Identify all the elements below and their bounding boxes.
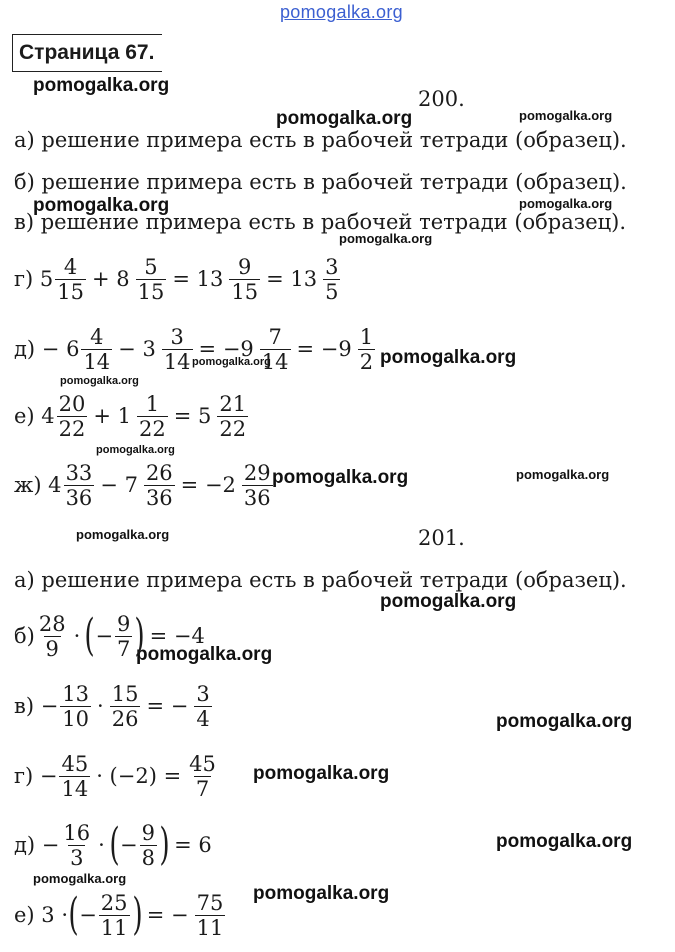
numerator: 75: [196, 890, 224, 915]
task201-d: [14, 815, 216, 875]
operator: + 8: [91, 267, 130, 291]
numerator: 9: [141, 820, 155, 845]
fraction: [162, 325, 193, 374]
numerator: 21: [219, 391, 247, 416]
numerator: 3: [170, 324, 184, 349]
operator: −: [95, 624, 114, 648]
fraction: [358, 325, 375, 374]
expr-label: е) 4: [14, 404, 55, 428]
right-paren: ): [134, 610, 146, 661]
denominator: 5: [325, 279, 339, 304]
fraction: [242, 461, 273, 510]
denominator: 15: [137, 279, 165, 304]
fraction: [110, 682, 141, 731]
numerator: 9: [117, 611, 131, 636]
numerator: 45: [189, 751, 216, 776]
operator: · (−2) =: [96, 764, 182, 788]
denominator: 14: [163, 349, 191, 374]
page-label: Страница 67.: [12, 34, 162, 72]
numerator: 1: [145, 391, 160, 416]
left-paren: (: [68, 889, 79, 940]
expr-label: д) −: [14, 833, 60, 857]
operator: = −2: [180, 473, 236, 497]
denominator: 14: [61, 776, 89, 801]
denominator: 7: [195, 776, 210, 801]
watermark: pomogalka.org: [276, 108, 413, 129]
numerator: 3: [325, 254, 339, 279]
denominator: 11: [196, 915, 224, 940]
task201-e: [14, 885, 227, 945]
watermark: pomogalka.org: [33, 871, 127, 886]
operator: ·: [98, 833, 105, 857]
fraction: [323, 255, 340, 304]
watermark: pomogalka.org: [96, 444, 175, 456]
denominator: 10: [62, 706, 90, 731]
task200-b: б) решение примера есть в рабочей тетради (образец).: [14, 170, 627, 194]
operator: = 13: [172, 267, 224, 291]
watermark: pomogalka.org: [76, 527, 170, 542]
operator: ·: [73, 624, 81, 648]
denominator: 26: [111, 706, 139, 731]
numerator: 5: [144, 254, 158, 279]
fraction: [115, 612, 132, 661]
numerator: 16: [63, 820, 91, 845]
operator: = 6: [174, 833, 212, 857]
numerator: 33: [65, 460, 93, 485]
denominator: 14: [83, 349, 111, 374]
watermark: pomogalka.org: [192, 356, 271, 368]
operator: + 1: [93, 404, 132, 428]
task200-g: [14, 249, 342, 309]
watermark: pomogalka.org: [519, 108, 613, 123]
expr-label: в) −: [14, 694, 59, 718]
left-paren: (: [84, 610, 96, 661]
numerator: 4: [90, 324, 104, 349]
denominator: 15: [57, 279, 84, 304]
denominator: 36: [145, 485, 173, 510]
operator: = 5: [173, 404, 212, 428]
expr-label: д) − 6: [14, 337, 80, 361]
fraction: [61, 821, 92, 870]
numerator: 7: [268, 324, 282, 349]
task201-v: [14, 676, 214, 736]
numerator: 3: [196, 681, 210, 706]
denominator: 3: [70, 845, 84, 870]
fraction: [59, 752, 90, 801]
operator: = −: [146, 694, 189, 718]
right-paren: ): [159, 819, 170, 870]
task201-g: [14, 746, 220, 806]
denominator: 8: [141, 845, 155, 870]
fraction: [187, 752, 218, 801]
denominator: 9: [45, 636, 59, 661]
task200-zh: [14, 455, 275, 515]
numerator: 28: [38, 611, 66, 636]
task200-v: в) решение примера есть в рабочей тетради (образец).: [14, 210, 627, 234]
watermark: pomogalka.org: [253, 763, 390, 784]
denominator: 11: [100, 915, 128, 940]
denominator: 36: [243, 485, 271, 510]
fraction: [217, 392, 248, 441]
watermark: pomogalka.org: [516, 467, 610, 482]
numerator: 29: [243, 460, 271, 485]
expr-label: г) −: [14, 764, 58, 788]
operator: −: [79, 903, 97, 927]
operator: = −9: [296, 337, 352, 361]
left-paren: (: [109, 819, 120, 870]
denominator: 22: [139, 416, 166, 441]
watermark: pomogalka.org: [380, 347, 517, 368]
task200-e: [14, 386, 250, 446]
operator: ·: [97, 694, 104, 718]
watermark: pomogalka.org: [272, 467, 409, 488]
watermark: pomogalka.org: [519, 196, 613, 211]
operator: − 3: [118, 337, 156, 361]
watermark: pomogalka.org: [253, 883, 390, 904]
operator: = −4: [149, 624, 205, 648]
watermark: pomogalka.org: [60, 375, 139, 387]
numerator: 1: [359, 324, 374, 349]
operator: = −: [146, 903, 189, 927]
watermark: pomogalka.org: [33, 75, 170, 96]
fraction: [99, 891, 130, 940]
fraction: [81, 325, 112, 374]
fraction: [60, 682, 91, 731]
expr-label: е) 3 ·: [14, 903, 69, 927]
task200-a: а) решение примера есть в рабочей тетради (образец).: [14, 128, 627, 152]
fraction: [229, 255, 260, 304]
operator: − 7: [100, 473, 138, 497]
watermark: pomogalka.org: [496, 831, 633, 852]
right-paren: ): [131, 889, 143, 940]
watermark: pomogalka.org: [380, 591, 517, 612]
fraction: [136, 255, 167, 304]
denominator: 22: [219, 416, 247, 441]
denominator: 15: [231, 279, 259, 304]
watermark: pomogalka.org: [339, 231, 433, 246]
fraction: [140, 821, 157, 870]
denominator: 36: [65, 485, 93, 510]
watermark-top-link[interactable]: pomogalka.org: [280, 2, 403, 22]
operator: = −9: [198, 337, 254, 361]
watermark: pomogalka.org: [33, 195, 170, 216]
watermark: pomogalka.org: [496, 711, 633, 732]
denominator: 4: [196, 706, 210, 731]
operator: −: [120, 833, 138, 857]
fraction: [144, 461, 175, 510]
fraction: [64, 461, 95, 510]
numerator: 20: [58, 391, 86, 416]
numerator: 45: [61, 751, 89, 776]
denominator: 2: [359, 349, 374, 374]
numerator: 4: [63, 254, 78, 279]
numerator: 26: [145, 460, 173, 485]
fraction: [260, 325, 291, 374]
fraction: [55, 255, 86, 304]
watermark: pomogalka.org: [136, 644, 273, 665]
expr-label: б): [14, 624, 35, 648]
denominator: 7: [117, 636, 131, 661]
fraction: [57, 392, 88, 441]
fraction: [194, 682, 211, 731]
numerator: 25: [100, 890, 128, 915]
numerator: 9: [238, 254, 252, 279]
fraction: [137, 392, 168, 441]
denominator: 14: [261, 349, 289, 374]
fraction: [37, 612, 68, 661]
task200-d: [14, 319, 377, 379]
task201-b: [14, 606, 209, 666]
operator: = 13: [266, 267, 318, 291]
denominator: 22: [58, 416, 86, 441]
expr-label: ж) 4: [14, 473, 62, 497]
task-number-200: 200.: [418, 87, 465, 111]
expr-label: г) 5: [14, 267, 54, 291]
task201-a: а) решение примера есть в рабочей тетради (образец).: [14, 568, 627, 592]
task-number-201: 201.: [418, 526, 465, 550]
fraction: [195, 891, 226, 940]
numerator: 15: [111, 681, 139, 706]
numerator: 13: [62, 681, 90, 706]
